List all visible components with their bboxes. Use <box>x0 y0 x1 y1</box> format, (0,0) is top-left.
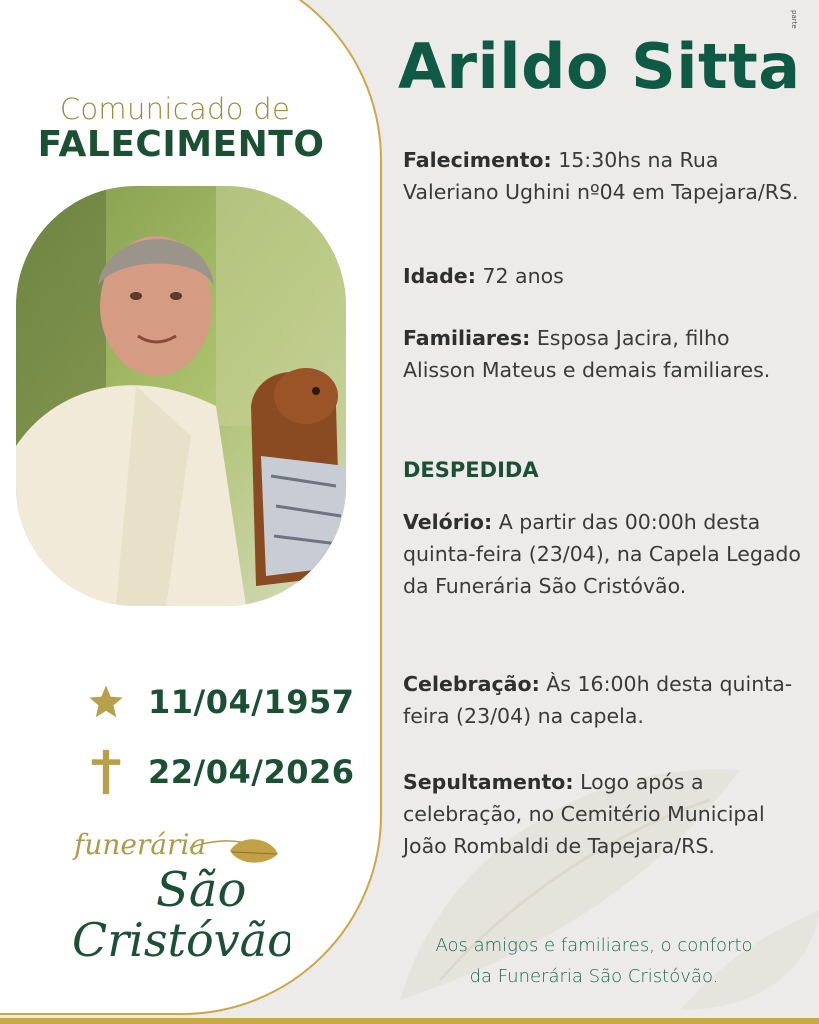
detail-text: Esposa Jacira, filho Alisson Mateus e demais familiares. <box>403 326 771 382</box>
star-icon <box>86 682 126 722</box>
farewell-celebration <box>403 668 803 732</box>
deceased-photo <box>16 186 346 606</box>
leaf-icon <box>230 839 278 862</box>
bottom-border <box>0 1018 819 1024</box>
detail-text: Às 16:00h desta quinta-feira (23/04) na capela. <box>403 672 793 728</box>
detail-label: Idade: <box>403 264 476 288</box>
detail-label: Falecimento: <box>403 148 552 172</box>
birth-date: 11/04/1957 <box>148 683 355 721</box>
header-title: FALECIMENTO <box>37 124 325 165</box>
detail-label: Familiares: <box>403 326 531 350</box>
detail-age <box>403 260 803 292</box>
birth-date-row <box>86 682 355 722</box>
logo-line-2: São <box>156 862 247 918</box>
detail-text: A partir das 00:00h desta quinta-feira (23/04), na Capela Legado da Funerária São Cristóvão. <box>403 510 801 598</box>
detail-text: 15:30hs na Rua Valeriano Ughini nº04 em Tapejara/RS. <box>403 148 799 204</box>
detail-family <box>403 322 803 386</box>
closing-line-1: Aos amigos e familiares, o conforto <box>435 935 753 956</box>
death-date-row <box>86 752 355 792</box>
death-date: 22/04/2026 <box>148 753 355 791</box>
closing-message <box>398 930 790 992</box>
detail-label: Sepultamento: <box>403 770 574 794</box>
header-subtitle: Comunicado de <box>59 92 291 126</box>
funeral-home-logo <box>70 826 290 966</box>
logo-line-1: funerária <box>74 828 207 861</box>
detail-label: Velório: <box>403 510 493 534</box>
closing-line-2: da Funerária São Cristóvão. <box>469 966 719 987</box>
corner-mark: parte <box>790 10 798 29</box>
farewell-wake <box>403 506 803 602</box>
logo-line-3: Cristóvão <box>72 913 290 966</box>
farewell-title: DESPEDIDA <box>403 458 539 482</box>
deceased-name: Arildo Sitta <box>398 30 801 103</box>
farewell-burial <box>403 766 803 862</box>
cross-icon <box>86 752 126 792</box>
detail-text: Logo após a celebração, no Cemitério Municipal João Rombaldi de Tapejara/RS. <box>403 770 765 858</box>
detail-death <box>403 144 803 208</box>
detail-label: Celebração: <box>403 672 540 696</box>
detail-text: 72 anos <box>475 264 564 288</box>
